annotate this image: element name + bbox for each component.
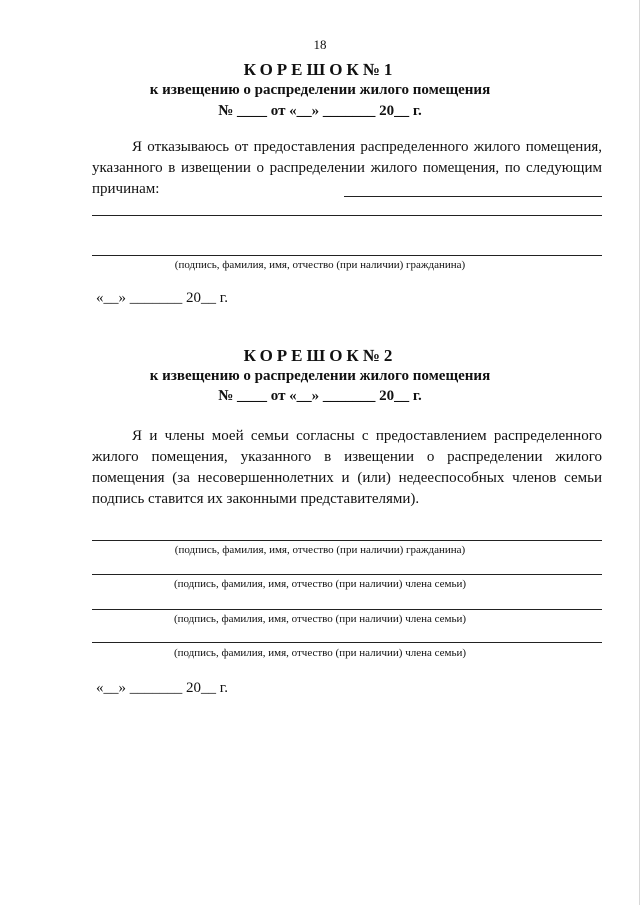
page-number: 18 (313, 37, 327, 52)
stub2-signature-caption-2: (подпись, фамилия, имя, отчество (при наличии) члена семьи) (173, 578, 467, 590)
stub2-signature-caption-3: (подпись, фамилия, имя, отчество (при наличии) члена семьи) (173, 613, 467, 625)
stub2-paragraph: Я и члены моей семьи согласны с предоставлением распределенного жилого помещения, указанного в извещении о распределении жилого помещения (за несовершеннолетних и (или) недееспособных членов семьи подпись ставится их законными представителями). (92, 428, 602, 507)
stub1-title: КОРЕШОК№1 (243, 60, 397, 79)
stub2-title: КОРЕШОК№2 (243, 346, 397, 365)
stub2-signature-line-2[interactable] (92, 574, 602, 575)
stub2-number-line: № ____ от «__» _______ 20__ г. (218, 388, 422, 404)
stub2-subtitle: к извещению о распределении жилого помещения (149, 368, 491, 384)
stub1-subtitle: к извещению о распределении жилого помещения (149, 82, 491, 98)
stub2-signature-line-3[interactable] (92, 609, 602, 610)
stub1-reason-blank-2[interactable] (92, 215, 602, 216)
stub1-reason-blank-1[interactable] (344, 196, 602, 197)
stub2-signature-line-1[interactable] (92, 540, 602, 541)
stub2-signature-line-4[interactable] (92, 642, 602, 643)
stub1-signature-caption: (подпись, фамилия, имя, отчество (при наличии) гражданина) (174, 259, 466, 271)
stub1-signature-line[interactable] (92, 255, 602, 256)
stub2-signature-caption-1: (подпись, фамилия, имя, отчество (при наличии) гражданина) (174, 544, 466, 556)
stub1-paragraph: Я отказываюсь от предоставления распределенного жилого помещения, указанного в извещении о распределении жилого помещения, по следующим причинам: (92, 139, 602, 197)
stub1-date-line: «__» _______ 20__ г. (96, 290, 228, 306)
stub1-number-line: № ____ от «__» _______ 20__ г. (218, 103, 422, 119)
stub2-date-line: «__» _______ 20__ г. (96, 680, 228, 696)
stub2-signature-caption-4: (подпись, фамилия, имя, отчество (при наличии) члена семьи) (173, 647, 467, 659)
